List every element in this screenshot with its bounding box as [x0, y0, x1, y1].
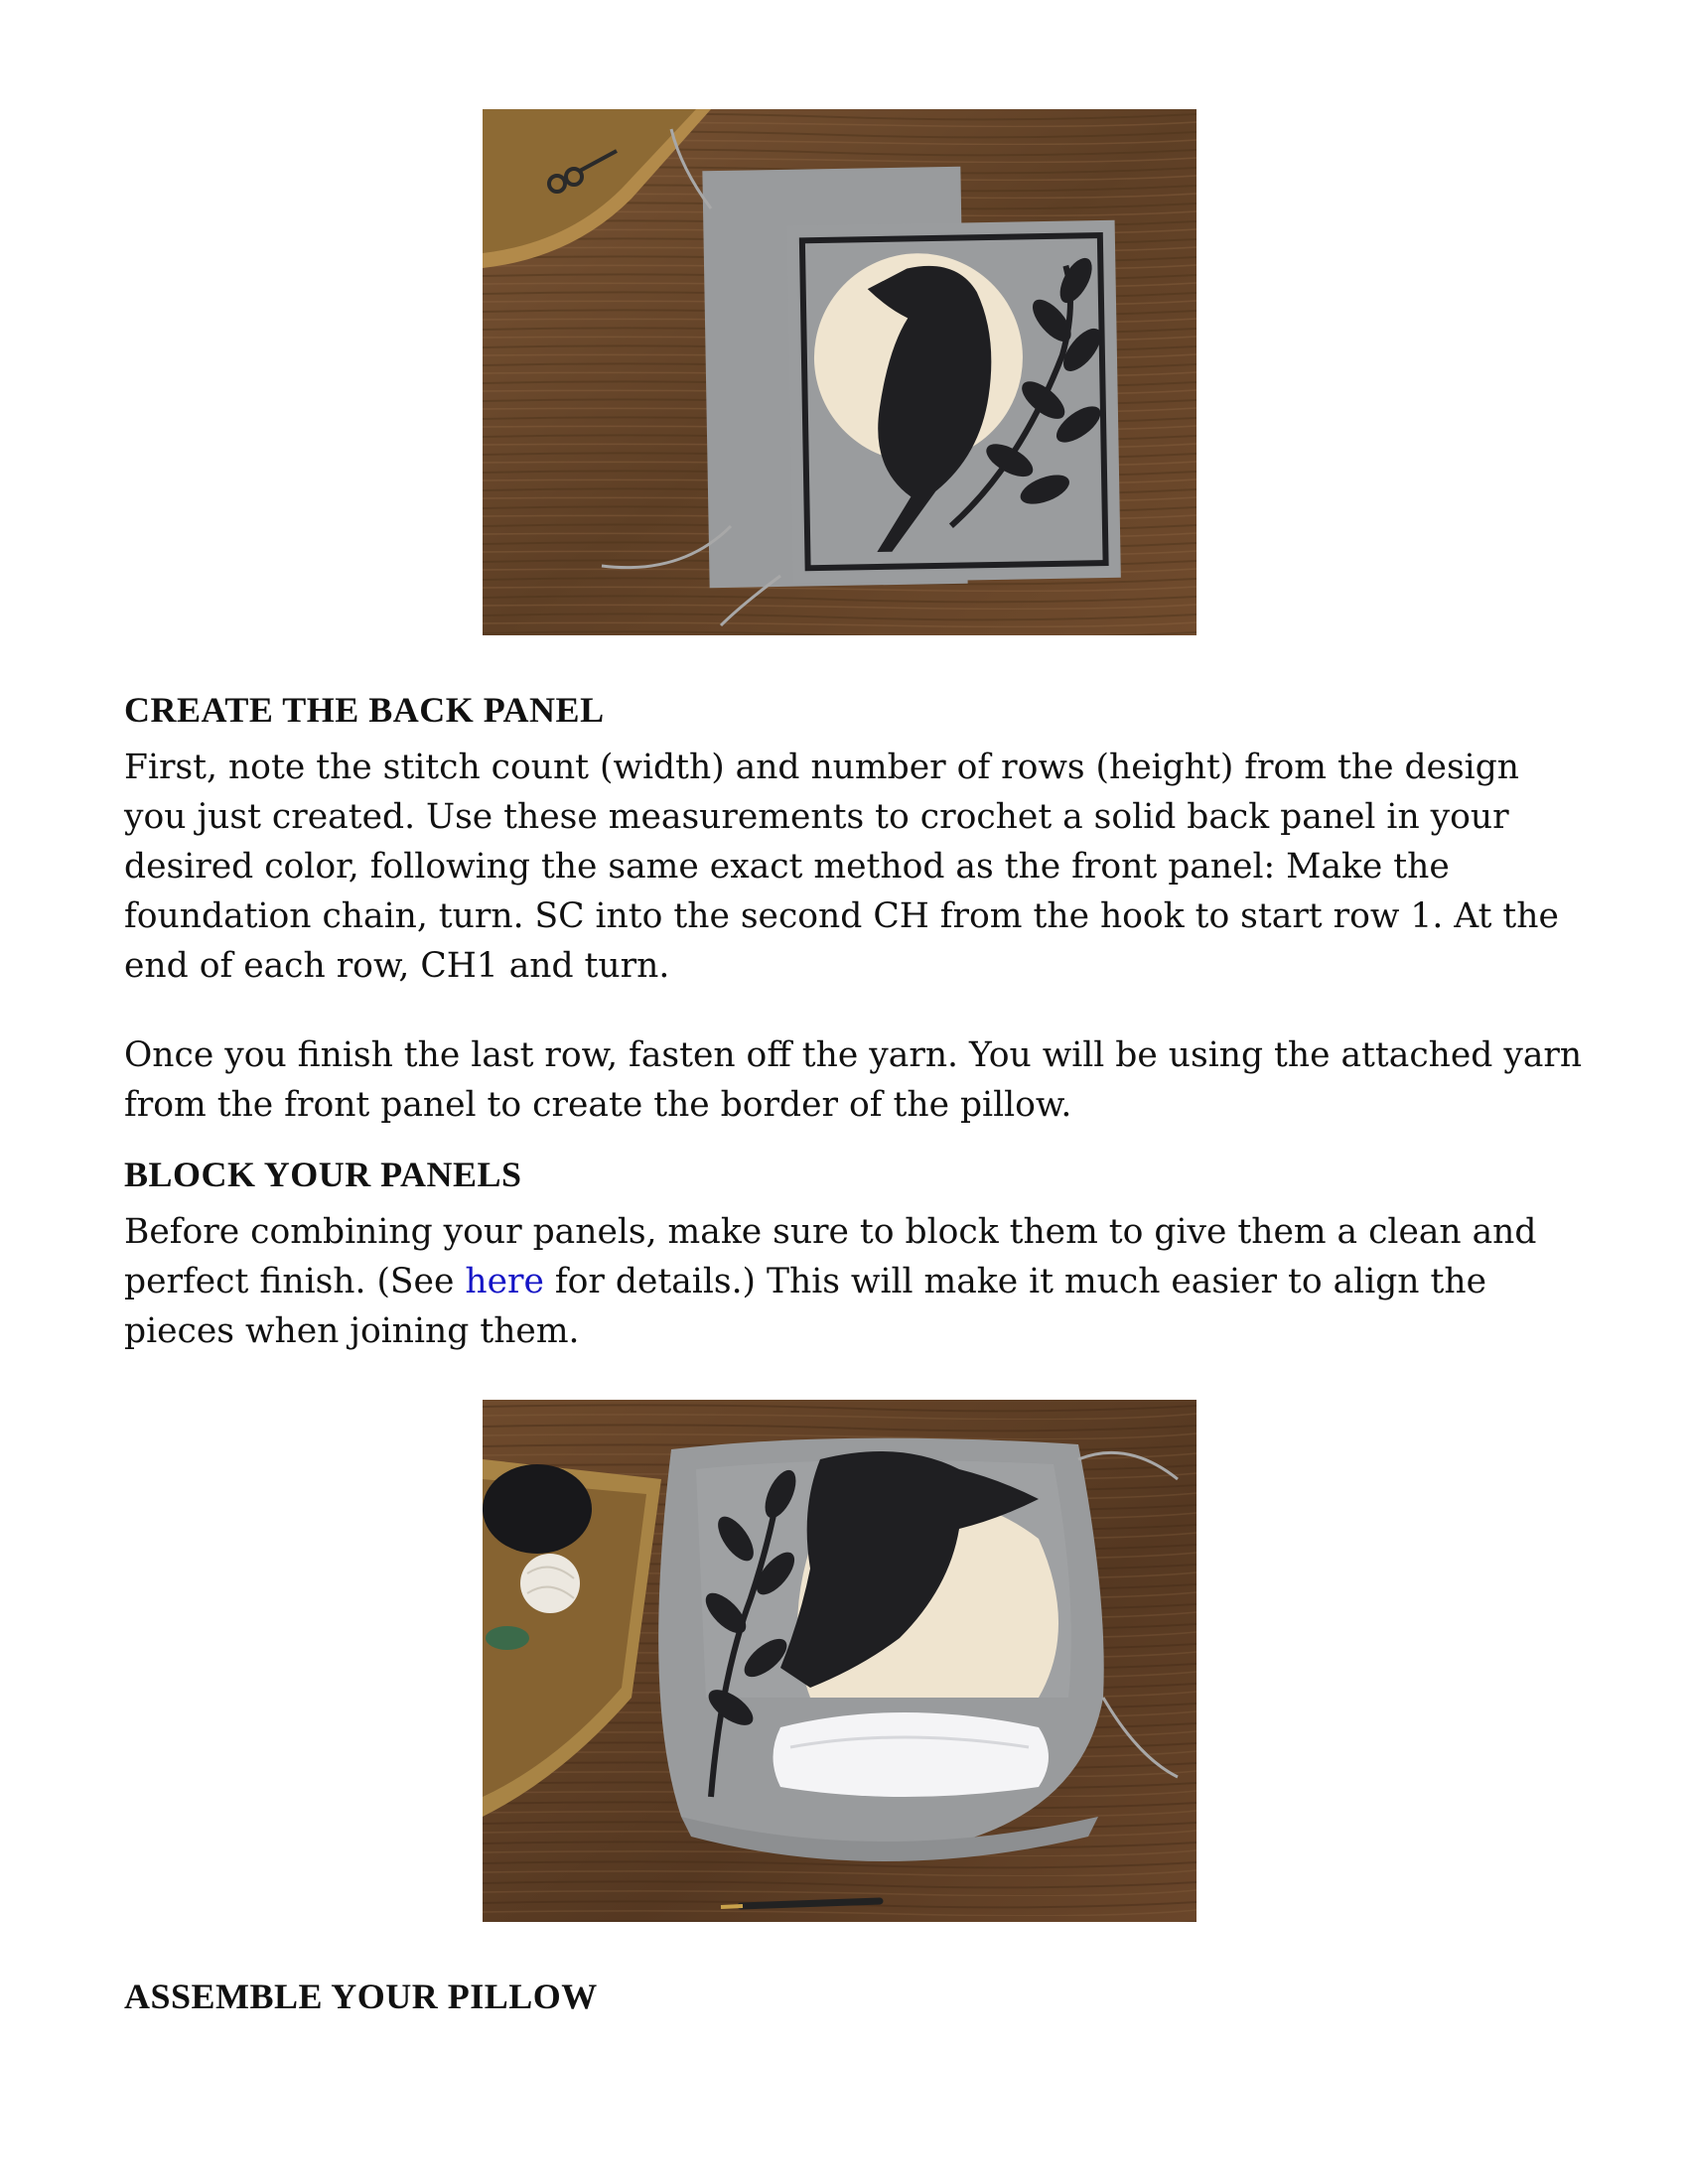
heading-block-your-panels: BLOCK YOUR PANELS	[124, 1155, 522, 1194]
block-text-before-link: Before combining your panels, make sure to block them to give them a clean and perfect finish. (See	[124, 1212, 1537, 1301]
fasten-off-paragraph: Once you finish the last row, fasten off the yarn. You will be using the attached yarn from the front panel to create the border of the pillow.	[124, 1035, 1583, 1125]
back-panel-instructions: First, note the stitch count (width) and number of rows (height) from the design you just created. Use these measurements to crochet a solid back panel in your desired color, following the same exact method as the front panel: Make the foundation chain, turn. SC into the second CH from the hook to start row 1. At the end of each row, CH1 and turn.	[124, 748, 1559, 986]
photo-assembled-pillow	[483, 1400, 1196, 1922]
block-text-after-link: for details.) This will make it much easier to align the pieces when joining them.	[124, 1262, 1486, 1351]
here-link[interactable]: here	[465, 1262, 544, 1301]
photo-crochet-panels	[483, 109, 1196, 635]
heading-create-back-panel: CREATE THE BACK PANEL	[124, 690, 605, 730]
heading-assemble-your-pillow: ASSEMBLE YOUR PILLOW	[124, 1977, 598, 2016]
block-panels-paragraph	[124, 1207, 1584, 1356]
